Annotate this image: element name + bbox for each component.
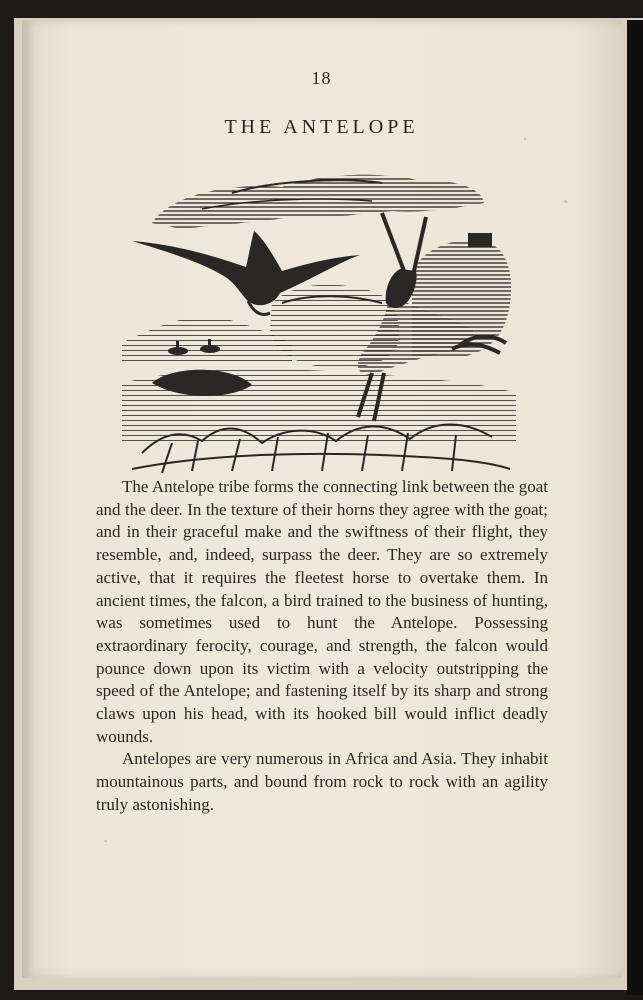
sky-clouds bbox=[152, 175, 484, 229]
chapter-title: THE ANTELOPE bbox=[224, 116, 419, 138]
paper-speck bbox=[104, 840, 107, 842]
facing-page-edge bbox=[627, 20, 643, 995]
woodcut-antelope-falcon-icon bbox=[122, 153, 516, 485]
distant-hills bbox=[122, 317, 292, 363]
paragraph-2: Antelopes are very numerous in Africa and Asia. They inhabit mountainous parts, and bound from rock to rock with an agility truly astonishing. bbox=[96, 749, 548, 814]
paragraph-1: The Antelope tribe forms the connecting link between the goat and the deer. In the texture of their horns they agree with the goat; and in their graceful make and the swiftness of their flight, they resemble, and, indeed, surpass the deer. They are so extremely active, that it requires the fleetest horse to overtake them. In ancient times, the falcon, a bird trained to the business of hunting, was sometimes used to hunt the Antelope. Possessing extraordinary ferocity, courage, and strength, the falcon would pounce down upon its victim with a velocity outstripping the speed of the Antelope; and fastening itself by its sharp and strong claws upon his head, with its hooked bill would inflict deadly wounds. bbox=[96, 477, 548, 746]
paper-speck bbox=[564, 200, 567, 203]
page-number: 18 bbox=[311, 68, 332, 88]
body-text bbox=[96, 476, 548, 817]
